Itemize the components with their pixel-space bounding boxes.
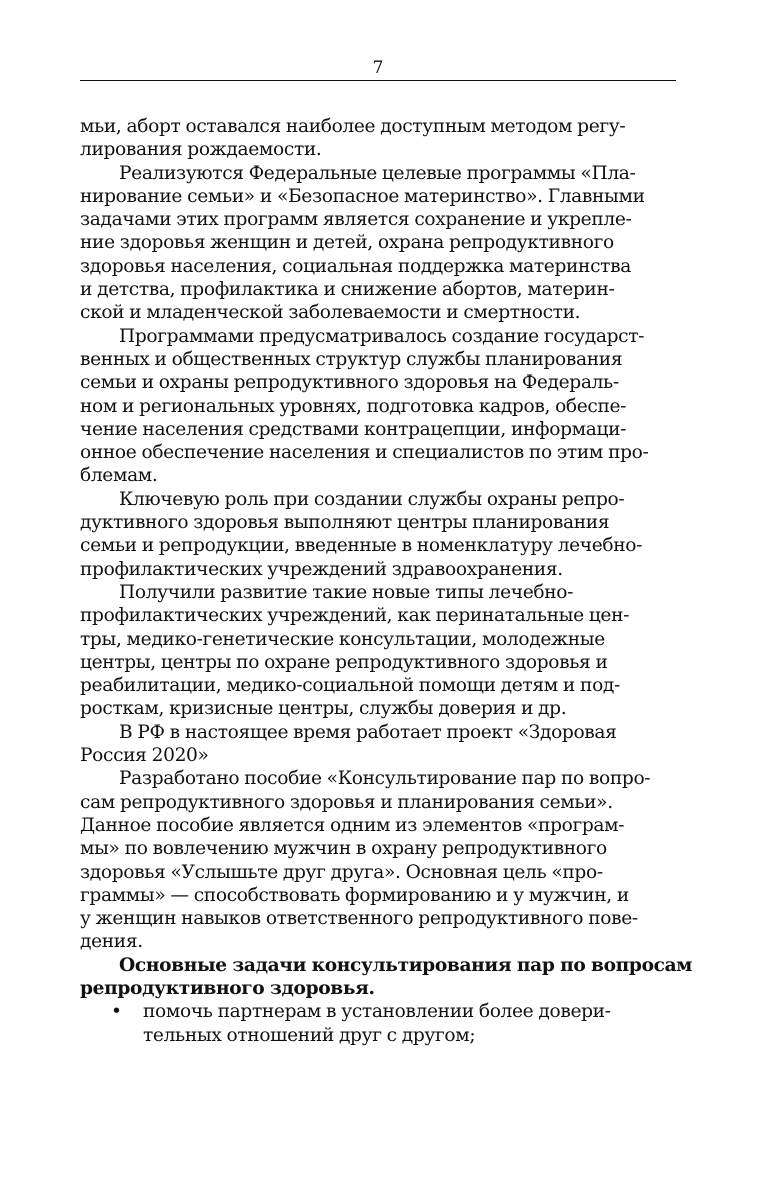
- text-line: центры, центры по охране репродуктивного здоровья и: [80, 651, 608, 673]
- text-line: нирование семьи» и «Безопасное материнство». Главными: [80, 185, 645, 207]
- bullet-item-continuation: тельных отношений друг с другом;: [143, 1024, 476, 1046]
- page-body: [80, 115, 693, 1047]
- page-number: 7: [372, 58, 384, 78]
- text-line: здоровья «Услышьте друг друга». Основная цель «про-: [80, 861, 603, 883]
- text-line: задачами этих программ является сохранение и укрепле-: [80, 209, 632, 231]
- paragraph-first-line: Программами предусматривалось создание государст-: [119, 325, 645, 347]
- text-line: онное обеспечение населения и специалистов по этим про-: [80, 442, 649, 464]
- text-line: тры, медико-генетические консультации, молодежные: [80, 628, 605, 650]
- text-line: здоровья населения, социальная поддержка материнства: [80, 255, 631, 277]
- text-line: профилактических учреждений, как перинатальные цен-: [80, 605, 630, 627]
- text-line: лирования рождаемости.: [80, 139, 322, 161]
- paragraph-first-line: Получили развитие такие новые типы лечебно-: [119, 581, 574, 603]
- bullet-item-text: помочь партнерам в установлении более довери-: [143, 1001, 611, 1023]
- text-line: сам репродуктивного здоровья и планирования семьи».: [80, 791, 613, 813]
- text-line: ской и младенческой заболеваемости и смертности.: [80, 302, 581, 324]
- section-heading-line: Основные задачи консультирования пар по вопросам: [119, 954, 693, 976]
- section-heading-line: репродуктивного здоровья.: [80, 977, 375, 999]
- text-line: мьи, аборт оставался наиболее доступным методом регу-: [80, 116, 626, 137]
- text-line: у женщин навыков ответственного репродуктивного пове-: [80, 908, 638, 930]
- text-line: ние здоровья женщин и детей, охрана репродуктивного: [80, 232, 614, 254]
- text-line: семьи и охраны репродуктивного здоровья на Федераль-: [80, 372, 619, 394]
- bullet-item: [80, 1000, 680, 1023]
- paragraph-first-line: Ключевую роль при создании службы охраны репро-: [119, 488, 625, 510]
- paragraph-first-line: В РФ в настоящее время работает проект «Здоровая: [119, 721, 617, 743]
- text-line: профилактических учреждений здравоохранения.: [80, 558, 563, 580]
- text-line: дуктивного здоровья выполняют центры планирования: [80, 512, 610, 534]
- text-line: венных и общественных структур службы планирования: [80, 348, 623, 370]
- text-line: дения.: [80, 931, 143, 953]
- bullet-icon: •: [111, 1001, 122, 1023]
- paragraph-first-line: Разработано пособие «Консультирование пар по вопро-: [119, 768, 651, 790]
- text-line: семьи и репродукции, введенные в номенклатуру лечебно-: [80, 535, 643, 557]
- text-line: чение населения средствами контрацепции, информаци-: [80, 418, 627, 440]
- text-line: и детства, профилактика и снижение абортов, материн-: [80, 279, 615, 301]
- text-line: реабилитации, медико-социальной помощи детям и под-: [80, 675, 620, 697]
- text-line: блемам.: [80, 465, 158, 487]
- text-line: мы» по вовлечению мужчин в охрану репродуктивного: [80, 838, 607, 860]
- header-rule: [80, 80, 676, 81]
- paragraph-first-line: Реализуются Федеральные целевые программы «Пла-: [119, 162, 636, 184]
- text-line: граммы» — способствовать формированию и у мужчин, и: [80, 884, 629, 906]
- text-line: Данное пособие является одним из элементов «програм-: [80, 814, 625, 836]
- text-line: Россия 2020»: [80, 745, 209, 767]
- text-line: ном и региональных уровнях, подготовка кадров, обеспе-: [80, 395, 627, 417]
- text-line: росткам, кризисные центры, службы доверия и др.: [80, 698, 567, 720]
